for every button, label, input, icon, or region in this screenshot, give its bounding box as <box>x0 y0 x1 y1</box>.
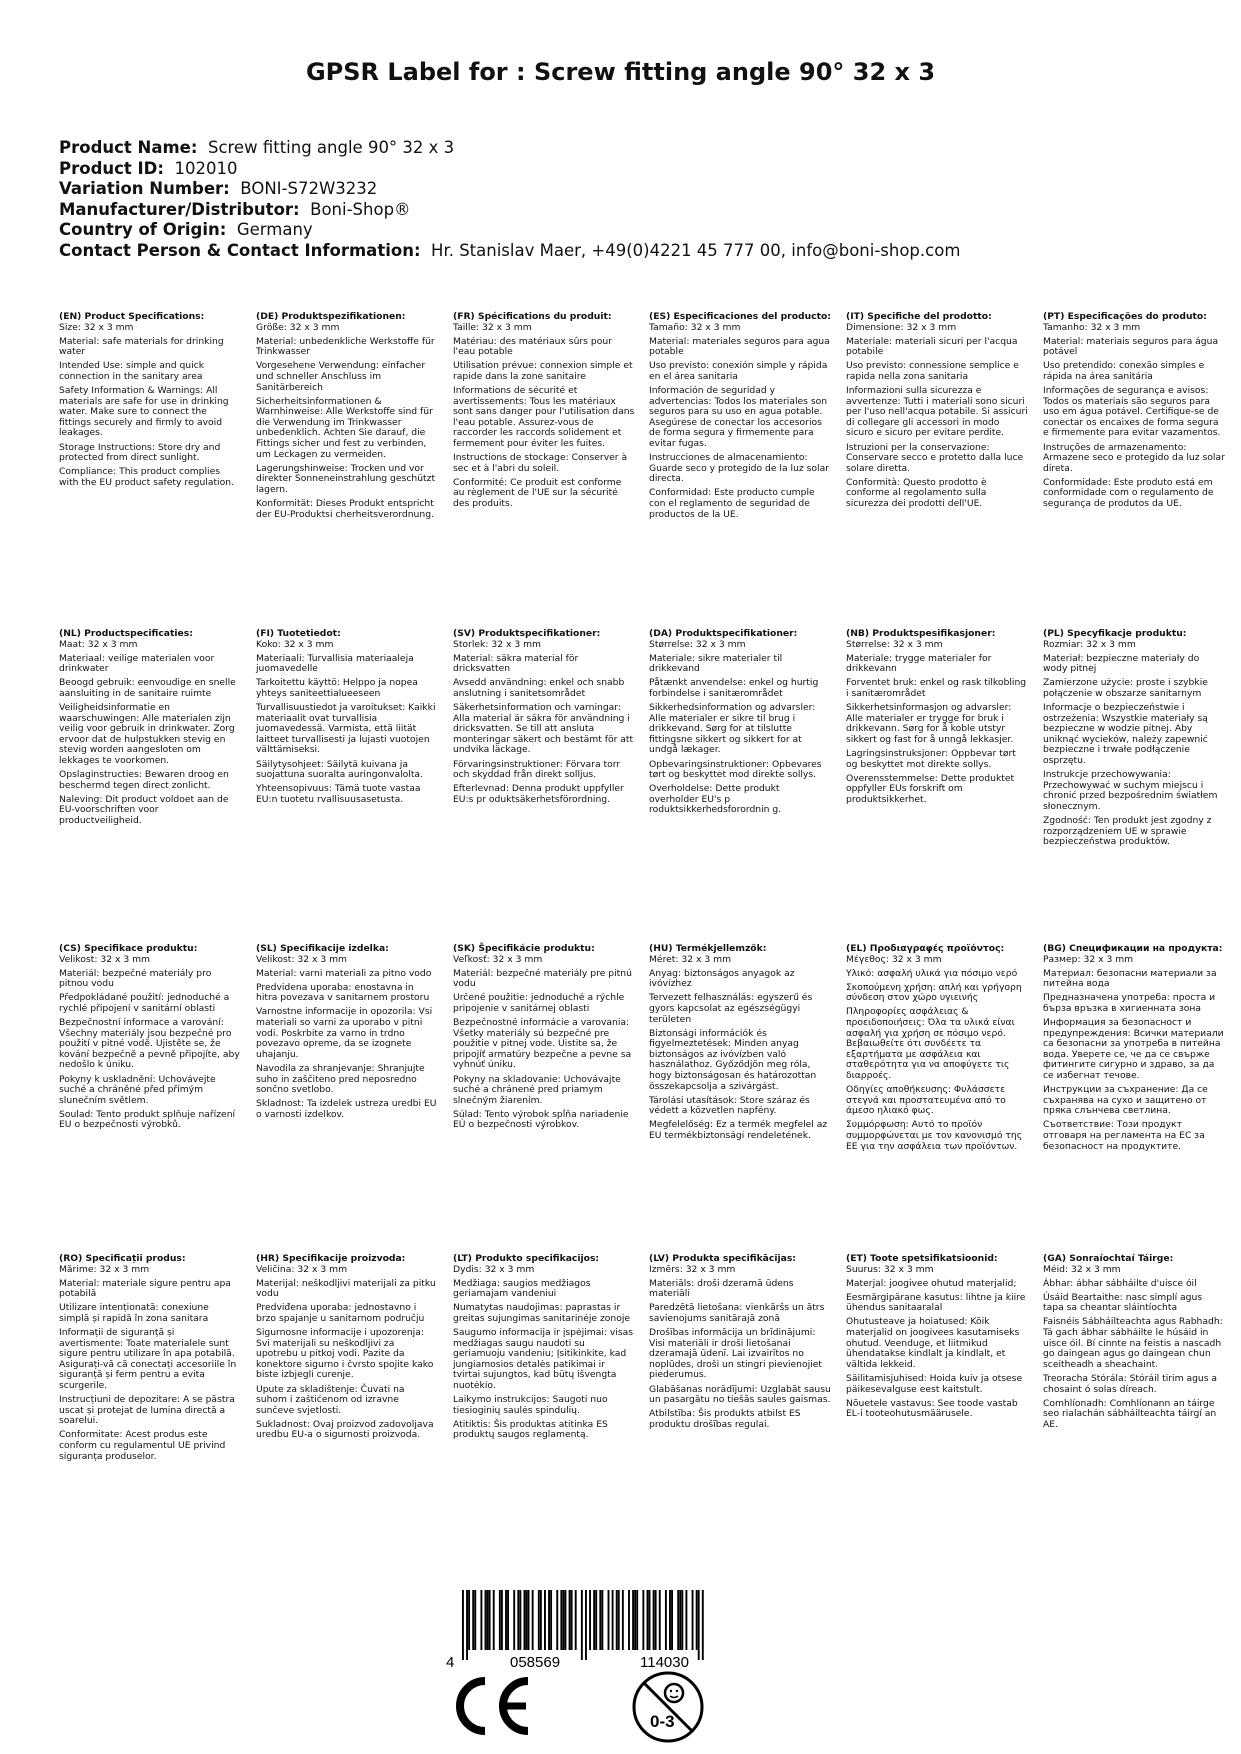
spec-line: Určené použitie: jednoduché a rýchle pripojenie v sanitárnej oblasti <box>453 992 625 1014</box>
spec-line: Materjal: joogivee ohutud materjalid; <box>846 1277 1017 1289</box>
spec-block <box>649 1254 831 1434</box>
barcode-bar <box>622 1590 624 1650</box>
ean-barcode <box>440 1590 720 1670</box>
spec-block-heading: (PL) Specyfikacje produktu: <box>1043 628 1187 639</box>
spec-line: Taille: 32 x 3 mm <box>453 321 532 333</box>
spec-line: Předpokládané použití: jednoduché a rychlé připojení v sanitární oblasti <box>59 992 230 1014</box>
spec-block-heading: (BG) Спецификации на продукта: <box>1043 943 1223 954</box>
spec-line: Materiál: bezpečné materiály pre pitnú vodu <box>453 967 632 990</box>
spec-line: Overholdelse: Dette produkt overholder EU's p roduktsikkerhedsforordnin g. <box>649 783 782 816</box>
spec-line: Instrucciones de almacenamiento: Guarde seco y protegido de la luz solar directa. <box>649 452 830 485</box>
spec-block-heading: (HU) Termékjellemzők: <box>649 943 767 954</box>
barcode-bar <box>562 1590 564 1650</box>
spec-line: Yhteensopivuus: Tämä tuote vastaa EU:n tuotetu rvallisuusasetusta. <box>256 783 421 805</box>
spec-line: Μέγεθος: 32 x 3 mm <box>846 953 942 965</box>
spec-block <box>256 312 438 524</box>
spec-line: Säkerhetsinformation och varningar: Alla material är säkra för användning i dricksvatten. Se till att ansluta monteringar säkert och bestämt för att undvika läckage. <box>453 702 634 756</box>
spec-block <box>59 629 241 830</box>
barcode-bar <box>601 1590 603 1650</box>
spec-line: Utilizare intenționată: conexiune simplă și rapidă în zona sanitara <box>59 1302 209 1324</box>
spec-line: Tamaño: 32 x 3 mm <box>649 321 741 333</box>
barcode-bar <box>589 1590 591 1650</box>
spec-line: Veličina: 32 x 3 mm <box>256 1263 348 1275</box>
barcode-bar <box>499 1590 501 1650</box>
spec-line: Koko: 32 x 3 mm <box>256 638 334 650</box>
spec-block <box>649 312 831 524</box>
barcode-bar <box>501 1590 503 1650</box>
info-row-origin: Country of Origin: Germany <box>59 220 313 239</box>
spec-line: Förvaringsinstruktioner: Förvara torr och skyddad från direkt solljus. <box>453 758 621 781</box>
spec-line: Sukladnost: Ovaj proizvod zadovoljava uredbu EU-a o sigurnosti proizvoda. <box>256 1418 434 1441</box>
spec-block <box>1043 944 1225 1156</box>
spec-line: Overensstemmelse: Dette produktet oppfyller EUs forskrift om produktsikkerhet. <box>846 772 1015 805</box>
spec-line: Predvidena uporaba: enostavna in hitra povezava v sanitarnem prostoru <box>256 981 430 1004</box>
spec-line: Efterlevnad: Denna produkt uppfyller EU:s pr oduktsäkerhetsförordning. <box>453 783 624 805</box>
spec-line: Materiale: materiali sicuri per l'acqua potabile <box>846 335 1018 358</box>
spec-line: Méid: 32 x 3 mm <box>1043 1263 1121 1275</box>
spec-line: Säilytysohjeet: Säilytä kuivana ja suojattuna suoralta auringonvalolta. <box>256 758 423 781</box>
spec-block-heading: (LT) Produkto specifikacijos: <box>453 1253 600 1264</box>
barcode-bar <box>632 1590 634 1650</box>
spec-block-heading: (PT) Especificações do produto: <box>1043 311 1207 322</box>
spec-block <box>1043 1254 1225 1434</box>
spec-line: Naleving: Dit product voldoet aan de EU-voorschriften voor productveiligheid. <box>59 793 229 826</box>
barcode-bar <box>532 1590 534 1650</box>
spec-line: Materiál: bezpečné materiály pro pitnou vodu <box>59 967 212 990</box>
barcode-bar <box>544 1590 546 1650</box>
spec-line: Mărime: 32 x 3 mm <box>59 1263 150 1275</box>
barcode-bar <box>671 1590 673 1650</box>
barcode-bar <box>685 1590 687 1650</box>
barcode-bar <box>581 1590 583 1660</box>
spec-line: Materiāls: droši dzeramā ūdens materiāli <box>649 1277 794 1300</box>
spec-line: Atitiktis: Šis produktas atitinka ES produktų saugos reglamentą. <box>453 1418 608 1441</box>
barcode-bar <box>642 1590 644 1650</box>
spec-line: Storlek: 32 x 3 mm <box>453 638 542 650</box>
spec-block-heading: (LV) Produkta specifikācijas: <box>649 1253 796 1264</box>
barcode-bar <box>618 1590 620 1650</box>
barcode-bar <box>468 1590 470 1650</box>
barcode-bar <box>634 1590 636 1650</box>
spec-line: Bezpečnostní informace a varování: Všechny materiály jsou bezpečné pro použití v pitné vodě. Ujistěte se, že kování bezpečně a pevně připojíte, aby nedošlo k úniku. <box>59 1017 240 1071</box>
spec-line: Material: materiale sigure pentru apa potabilă <box>59 1277 231 1300</box>
spec-line: Ábhar: ábhar sábháilte d'uisce óil <box>1043 1277 1197 1289</box>
spec-line: Medžiaga: saugios medžiagos geriamajam vandeniui <box>453 1277 591 1300</box>
spec-line: Velikost: 32 x 3 mm <box>59 953 150 965</box>
spec-block <box>846 1254 1028 1423</box>
spec-line: Soulad: Tento produkt splňuje nařízení EU o bezpečnosti výrobků. <box>59 1108 236 1131</box>
spec-line: Material: safe materials for drinking water <box>59 335 224 358</box>
spec-block <box>256 1254 438 1445</box>
spec-line: Navodila za shranjevanje: Shranjujte suho in zaščiteno pred neposredno sončno svetlobo. <box>256 1062 425 1096</box>
spec-line: Zgodność: Ten produkt jest zgodny z rozporządzeniem UE w sprawie bezpieczeństwa produktów. <box>1043 815 1212 848</box>
barcode-lead-digit: 4 <box>446 1654 455 1670</box>
spec-line: Istruzioni per la conservazione: Conservare secco e protetto dalla luce solare diretta. <box>846 441 1024 474</box>
barcode-bar <box>696 1590 698 1650</box>
spec-block <box>453 1254 635 1445</box>
barcode-bar <box>692 1590 694 1650</box>
spec-line: Turvallisuustiedot ja varoitukset: Kaikki materiaalit ovat turvallisia juomavedessä. Varmista, että liität laitteet turvallisesti ja lujasti vuotojen välttämiseksi. <box>256 702 436 756</box>
barcode-bar <box>669 1590 671 1650</box>
barcode-bar <box>647 1590 649 1650</box>
barcode-bar <box>571 1590 573 1650</box>
spec-line: Informații de siguranță și avertismente: Toate materialele sunt sigure pentru utilizare în apa potabilă. Asigurați-vă că conectați accesoriile în siguranță și ferm pentru a evita scurgerile. <box>59 1327 237 1392</box>
spec-line: Safety Information & Warnings: All materials are safe for use in drinking water. Make sure to connect the fittings securely and firmly to avoid leakages. <box>59 385 229 439</box>
barcode-bar <box>550 1590 552 1650</box>
spec-line: Предназначена употреба: проста и бърза връзка в хигиенната зона <box>1043 992 1216 1014</box>
barcode-bar <box>560 1590 562 1650</box>
spec-block-heading: (RO) Specificații produs: <box>59 1253 186 1264</box>
spec-line: Tárolási utasítások: Store száraz és védett a közvetlen napfény. <box>649 1094 810 1117</box>
spec-line: Informações de segurança e avisos: Todos os materiais são seguros para uso em água potável. Certifique-se de conectar os encaixes de forma segura e firmemente para evitar vazamentos. <box>1043 385 1221 439</box>
spec-line: Οδηγίες αποθήκευσης: Φυλάσσετε στεγνά και προστατευμένα από το άμεσο ηλιακό φως. <box>846 1084 1006 1117</box>
barcode-bar <box>480 1590 482 1650</box>
barcode-bar <box>540 1590 542 1650</box>
ce-mark-icon <box>454 1675 534 1737</box>
spec-line: Instrukcje przechowywania: Przechowywać w suchym miejscu i chronić przed bezpośrednim światłem słonecznym. <box>1043 769 1218 812</box>
spec-line: Säilitamisjuhised: Hoida kuiv ja otsese päikesevalguse eest kaitstult. <box>846 1372 1023 1395</box>
barcode-bar <box>548 1590 550 1650</box>
spec-line: Storage Instructions: Store dry and protected from direct sunlight. <box>59 441 221 464</box>
spec-line: Größe: 32 x 3 mm <box>256 321 340 333</box>
barcode-bar <box>665 1590 667 1650</box>
spec-block-heading: (DE) Produktspezifikationen: <box>256 311 406 322</box>
spec-line: Lagringsinstruksjoner: Oppbevar tørt og beskyttet mot direkte sollys. <box>846 747 1016 770</box>
barcode-bar <box>485 1590 487 1650</box>
barcode-bar <box>659 1590 661 1650</box>
spec-line: Avsedd användning: enkel och snabb anslutning i sanitetsområdet <box>453 677 625 699</box>
spec-line: Informacje o bezpieczeństwie i ostrzeżenia: Wszystkie materiały są bezpieczne w wodzie pitnej. Aby uniknąć wycieków, należy zapewnić bezpieczne i trwałe podłączenie osprzętu. <box>1043 702 1208 767</box>
barcode-bar <box>474 1590 476 1650</box>
spec-line: Tamanho: 32 x 3 mm <box>1043 321 1141 333</box>
spec-line: Pokyny na skladovanie: Uchovávajte suché a chránené pred priamym slnečným žiarením. <box>453 1073 621 1106</box>
spec-line: Uso pretendido: conexão simples e rápida na área sanitária <box>1043 360 1205 382</box>
spec-line: Material: varni materiali za pitno vodo <box>256 967 432 979</box>
spec-block <box>453 629 635 809</box>
spec-line: Varnostne informacije in opozorila: Vsi materiali so varni za uporabo v pitni vodi. Poskrbite za varno in trdno povezavo opreme, da se izognete uhajanju. <box>256 1006 433 1060</box>
spec-line: Conformità: Questo prodotto è conforme al regolamento sulla sicurezza dei prodotti dell'UE. <box>846 476 987 509</box>
spec-line: Skladnost: Ta izdelek ustreza uredbi EU o varnosti izdelkov. <box>256 1098 437 1120</box>
spec-block-heading: (SK) Špecifikácie produktu: <box>453 943 595 954</box>
barcode-bar <box>677 1590 679 1650</box>
spec-line: Anyag: biztonságos anyagok az ivóvízhez <box>649 967 795 990</box>
spec-block <box>256 944 438 1124</box>
spec-line: Utilisation prévue: connexion simple et rapide dans la zone sanitaire <box>453 360 633 382</box>
spec-line: Drošības informācija un brīdinājumi: Visi materiāli ir droši lietošanai dzeramajā ūdenī. Lai izvairītos no noplūdes, droši un stingri pievienojiet piederumus. <box>649 1327 822 1381</box>
barcode-bar <box>616 1590 618 1650</box>
spec-line: Material: säkra material för dricksvatten <box>453 652 579 675</box>
barcode-group-1: 058569 <box>510 1654 561 1670</box>
spec-line: Vorgesehene Verwendung: einfacher und schneller Anschluss im Sanitärbereich <box>256 360 426 393</box>
barcode-bar <box>575 1590 577 1650</box>
spec-line: Ohutusteave ja hoiatused: Kõik materjalid on joogivees kasutamiseks ohutud. Veenduge, et liitmikud ühendatakse kindlalt ja kindlalt, et vältida lekkeid. <box>846 1316 1020 1370</box>
spec-line: Uso previsto: connessione semplice e rapida nella zona sanitaria <box>846 360 1019 382</box>
info-row-manufacturer: Manufacturer/Distributor: Boni-Shop® <box>59 199 411 219</box>
barcode-bar <box>702 1590 704 1660</box>
spec-line: Dimensione: 32 x 3 mm <box>846 321 957 333</box>
spec-line: Conformitate: Acest produs este conform cu regulamentul UE privind siguranța produselor. <box>59 1429 226 1462</box>
spec-line: Conformité: Ce produit est conforme au règlement de l'UE sur la sécurité des produits. <box>453 476 622 509</box>
spec-block-heading: (SV) Produktspecifikationer: <box>453 628 601 639</box>
spec-line: Съответствие: Този продукт отговаря на регламента на ЕС за безопасност на продуктите. <box>1043 1119 1205 1152</box>
spec-line: Laikymo instrukcijos: Saugoti nuo tiesioginių saulės spindulių. <box>453 1394 608 1416</box>
spec-line: Tarkoitettu käyttö: Helppo ja nopea yhteys saniteettialueeseen <box>256 677 418 699</box>
spec-line: Úsáid Beartaithe: nasc simplí agus tapa sa cheantar sláintíochta <box>1043 1291 1203 1314</box>
spec-line: Información de seguridad y advertencias: Todos los materiales son seguros para su uso en agua potable. Asegúrese de conectar los accesorios de forma segura y firmemente para evitar fugas. <box>649 385 828 450</box>
spec-line: Eesmärgipärane kasutus: lihtne ja kiire ühendus sanitaaralal <box>846 1291 1026 1314</box>
barcode-bar <box>519 1590 521 1650</box>
spec-block-heading: (NB) Produktspesifikasjoner: <box>846 628 996 639</box>
spec-block <box>846 629 1028 809</box>
spec-line: Instruções de armazenamento: Armazene seco e protegido da luz solar direta. <box>1043 441 1225 474</box>
spec-block <box>649 944 831 1145</box>
barcode-bar <box>487 1590 489 1650</box>
barcode-bar <box>599 1590 601 1650</box>
spec-line: Информация за безопасност и предупреждения: Всички материали са безопасни за употреба в питейна вода. Уверете се, че да се свърже фитингите сигурно и здраво, за да се избегнат течове. <box>1043 1017 1224 1082</box>
barcode-bar <box>679 1590 681 1650</box>
barcode-bar <box>698 1590 700 1660</box>
spec-line: Dydis: 32 x 3 mm <box>453 1263 535 1275</box>
spec-line: Инструкции за съхранение: Да се съхранява на сухо и защитено от пряка слънчева светлина. <box>1043 1084 1208 1117</box>
spec-block <box>59 944 241 1135</box>
spec-block <box>846 312 1028 513</box>
spec-line: Συμμόρφωση: Αυτό το προϊόν συμμορφώνεται με τον κανονισμό της ΕΕ για την ασφάλεια των προϊόντων. <box>846 1119 1023 1152</box>
spec-block-heading: (IT) Specifiche del prodotto: <box>846 311 992 322</box>
spec-block <box>59 312 241 492</box>
spec-block <box>453 944 635 1135</box>
spec-line: Súlad: Tento výrobok spĺňa nariadenie EÚ o bezpečnosti výrobkov. <box>453 1108 629 1131</box>
spec-block-heading: (GA) Sonraíochtaí Táirge: <box>1043 1253 1174 1264</box>
spec-line: Saugumo informacija ir įspėjimai: visas medžiagas saugu naudoti su geriamuoju vandeniu; Įsitikinkite, kad jungiamosios detalės patikimai ir tvirtai sujungtos, kad būtų išvengta nuotėkio. <box>453 1327 634 1392</box>
spec-block-heading: (ET) Toote spetsifikatsioonid: <box>846 1253 998 1264</box>
spec-line: Materiał: bezpieczne materiały do wody pitnej <box>1043 652 1200 675</box>
spec-line: Comhlíonadh: Comhlíonann an táirge seo rialachán sábháilteachta táirgí an AE. <box>1043 1397 1217 1430</box>
spec-line: Bezpečnostné informácie a varovania: Všetky materiály sú bezpečné pre použitie v pitnej vode. Uistite sa, že pripojíť armatúry bezpečne a pevne sa vyhnúť úniku. <box>453 1017 632 1071</box>
barcode-bar <box>608 1590 610 1650</box>
spec-block-heading: (FR) Spécifications du produit: <box>453 311 612 322</box>
spec-line: Conformidad: Este producto cumple con el reglamento de seguridad de productos de la UE. <box>649 487 815 520</box>
barcode-group-2: 114030 <box>640 1654 689 1670</box>
barcode-bar <box>513 1590 515 1650</box>
barcode-bar <box>585 1590 587 1660</box>
spec-line: Faisnéis Sábháilteachta agus Rabhadh: Tá gach ábhar sábháilte le húsáid in uisce óil. Bí cinnte na feistis a nascadh go daingean agus go daingean chun sceitheadh a sheachaint. <box>1043 1316 1223 1370</box>
spec-line: Materiale: trygge materialer for drikkevann <box>846 652 992 675</box>
spec-line: Materiaal: veilige materialen voor drinkwater <box>59 652 215 675</box>
barcode-bar <box>489 1590 491 1650</box>
barcode-bar <box>628 1590 630 1650</box>
spec-line: Informations de sécurité et avertissements: Tous les matériaux sont sans danger pour l'utilisation dans l'eau potable. Assurez-vous de raccorder les raccords solidement et fermement pour éviter les fuites. <box>453 385 635 450</box>
spec-line: Predviđena uporaba: jednostavno i brzo spajanje u sanitarnom području <box>256 1302 425 1324</box>
barcode-bars <box>462 1590 704 1660</box>
spec-block <box>1043 312 1225 513</box>
spec-block-heading: (DA) Produktspecifikationer: <box>649 628 798 639</box>
spec-block-heading: (SL) Specifikacije izdelka: <box>256 943 389 954</box>
spec-line: Conformidade: Este produto está em conformidade com o regulamento de segurança de produtos da UE. <box>1043 476 1214 509</box>
spec-line: Uso previsto: conexión simple y rápida en el área sanitaria <box>649 360 828 382</box>
barcode-bar <box>524 1590 526 1650</box>
spec-line: Материал: безопасни материали за питейна вода <box>1043 967 1217 990</box>
spec-line: Sikkerhedsinformation og advarsler: Alle materialer er sikre til brug i drikkevand. Sørg for at tilslutte fittingsne sikkert og sikkert for at undgå lækager. <box>649 702 816 756</box>
spec-line: Tervezett felhasználás: egyszerű és gyors kapcsolat az egészségügyi területen <box>649 992 813 1025</box>
spec-line: Sicherheitsinformationen & Warnhinweise: Alle Werkstoffe sind für die Verwendung im Trinkwasser unbedenklich. Achten Sie darauf, die Fittings sicher und fest zu verbinden, um Leckagen zu vermeiden. <box>256 395 433 460</box>
spec-line: Υλικό: ασφαλή υλικά για πόσιμο νερό <box>846 967 1018 979</box>
barcode-bar <box>612 1590 614 1650</box>
spec-line: Materiale: sikre materialer til drikkevand <box>649 652 783 675</box>
barcode-bar <box>595 1590 597 1650</box>
spec-line: Veľkosť: 32 x 3 mm <box>453 953 543 965</box>
spec-line: Suurus: 32 x 3 mm <box>846 1263 934 1275</box>
spec-block <box>649 629 831 820</box>
barcode-bar <box>655 1590 657 1650</box>
info-row-variation: Variation Number: BONI-S72W3232 <box>59 179 378 198</box>
spec-line: Materiaali: Turvallisia materiaaleja juomavedelle <box>256 652 414 675</box>
spec-block-heading: (NL) Productspecificaties: <box>59 628 193 639</box>
spec-line: Konformität: Dieses Produkt entspricht der EU-Produktsi cherheitsverordnung. <box>256 498 434 520</box>
spec-line: Zamierzone użycie: proste i szybkie połączenie w obszarze sanitarnym <box>1043 677 1208 699</box>
spec-line: Materijal: neškodljivi materijali za pitku vodu <box>256 1277 436 1300</box>
spec-block <box>1043 629 1225 851</box>
spec-block-heading: (CS) Specifikace produktu: <box>59 943 198 954</box>
spec-line: Atbilstība: Šis produkts atbilst ES produktu drošības regulai. <box>649 1408 801 1430</box>
info-row-product-name: Product Name: Screw fitting angle 90° 32 x 3 <box>59 138 455 157</box>
spec-line: Izmērs: 32 x 3 mm <box>649 1263 736 1275</box>
barcode-bar <box>472 1590 474 1650</box>
spec-line: Material: materiais seguros para água potável <box>1043 335 1219 358</box>
spec-block-heading: (FI) Tuotetiedot: <box>256 628 341 639</box>
spec-block-heading: (HR) Specifikacije proizvoda: <box>256 1253 406 1264</box>
spec-line: Rozmiar: 32 x 3 mm <box>1043 638 1136 650</box>
spec-line: Opbevaringsinstruktioner: Opbevares tørt og beskyttet mod direkte sollys. <box>649 758 822 781</box>
barcode-bar <box>569 1590 571 1650</box>
spec-line: Biztonsági információk és figyelmeztetések: Minden anyag biztonságos az ivóvízben való használathoz. Győződjön meg róla, hogy biztonságosan és határozottan összekapcsolja a szivárgást. <box>649 1027 817 1092</box>
barcode-bar <box>593 1590 595 1650</box>
spec-line: Intended Use: simple and quick connection in the sanitary area <box>59 360 205 382</box>
barcode-bar <box>556 1590 558 1650</box>
barcode-bar <box>507 1590 509 1650</box>
spec-line: Lagerungshinweise: Trocken und vor direkter Sonneneinstrahlung geschützt lagern. <box>256 462 436 495</box>
spec-line: Upute za skladištenje: Čuvati na suhom i zaštićenom od izravne sunčeve svjetlosti. <box>256 1383 405 1416</box>
barcode-bar <box>526 1590 528 1650</box>
spec-line: Pokyny k uskladnění: Uchovávejte suché a chráněné před přímým slunečním světlem. <box>59 1073 216 1106</box>
product-info <box>59 138 960 261</box>
spec-line: Forventet bruk: enkel og rask tilkobling i sanitærområdet <box>846 677 1027 699</box>
spec-line: Размер: 32 x 3 mm <box>1043 953 1134 965</box>
spec-block <box>453 312 635 513</box>
spec-line: Size: 32 x 3 mm <box>59 321 134 333</box>
barcode-bar <box>649 1590 651 1650</box>
spec-line: Størrelse: 32 x 3 mm <box>846 638 943 650</box>
spec-block <box>256 629 438 809</box>
barcode-bar <box>528 1590 530 1650</box>
barcode-bar <box>517 1590 519 1650</box>
spec-line: Treoracha Stórála: Stóráil tirim agus a chosaint ó solas díreach. <box>1043 1372 1218 1395</box>
spec-line: Paredzētā lietošana: vienkāršs un ātrs savienojums sanitārajā zonā <box>649 1302 825 1324</box>
not-for-children-0-3-icon <box>630 1669 706 1745</box>
spec-line: Megfelelőség: Ez a termék megfelel az EU termékbiztonsági rendeletének. <box>649 1119 828 1141</box>
spec-line: Numatytas naudojimas: paprastas ir greitas sujungimas sanitarinėje zonoje <box>453 1302 631 1324</box>
barcode-bar <box>636 1590 638 1650</box>
spec-line: Méret: 32 x 3 mm <box>649 953 732 965</box>
spec-line: Glabāšanas norādījumi: Uzglabāt sausu un pasargātu no tiešās saules gaismas. <box>649 1383 831 1406</box>
spec-line: Nõuetele vastavus: See toode vastab EL-i tooteohutusmäärusele. <box>846 1397 1018 1420</box>
info-row-contact: Contact Person & Contact Information: Hr. Stanislav Maer, +49(0)4221 45 777 00, info@boni-shop.com <box>59 240 961 260</box>
barcode-bar <box>462 1590 464 1660</box>
barcode-bar <box>565 1590 567 1650</box>
spec-line: Instructions de stockage: Conserver à sec et à l'abri du soleil. <box>453 452 628 474</box>
spec-block <box>59 1254 241 1466</box>
spec-line: Størrelse: 32 x 3 mm <box>649 638 746 650</box>
spec-block <box>846 944 1028 1156</box>
spec-line: Sikkerhetsinformasjon og advarsler: Alle materialer er trygge for bruk i drikkevann. Sørg for å koble utstyr sikkert og fast for å unngå lekkasjer. <box>846 702 1014 745</box>
page-title: GPSR Label for : Screw fitting angle 90° 32 x 3 <box>305 58 936 86</box>
spec-line: Påtænkt anvendelse: enkel og hurtig forbindelse i sanitærområdet <box>649 677 819 699</box>
spec-block-heading: (EN) Product Specifications: <box>59 311 205 322</box>
age-label: 0-3 <box>650 1712 675 1731</box>
spec-block-heading: (ES) Especificaciones del producto: <box>649 311 831 322</box>
spec-line: Sigurnosne informacije i upozorenja: Svi materijali su neškodljivi za upotrebu u pitkoj vodi. Pazite da konektore sigurno i čvrsto spojite kako biste izbjegli curenje. <box>256 1327 434 1381</box>
barcode-bar <box>466 1590 468 1660</box>
spec-line: Material: materiales seguros para agua potable <box>649 335 830 358</box>
spec-line: Informazioni sulla sicurezza e avvertenze: Tutti i materiali sono sicuri per l'uso nell'acqua potabile. Si assicuri di collegare gli accessori in modo sicuro e sicuro per evitare perdite. <box>846 385 1028 439</box>
spec-line: Veiligheidsinformatie en waarschuwingen: Alle materialen zijn veilig voor gebruik in drinkwater. Zorg ervoor dat de hulpstukken stevig en stevig worden aangesloten om lekkages te voorkomen. <box>59 702 235 767</box>
spec-line: Σκοπούμενη χρήση: απλή και γρήγορη σύνδεση στον χώρο υγιεινής <box>846 981 1022 1004</box>
barcode-bar <box>538 1590 540 1650</box>
spec-line: Compliance: This product complies with the EU product safety regulation. <box>59 466 234 488</box>
info-row-product-id: Product ID: 102010 <box>59 158 238 178</box>
spec-line: Opslaginstructies: Bewaren droog en beschermd tegen direct zonlicht. <box>59 769 229 791</box>
barcode-bar <box>653 1590 655 1650</box>
barcode-bar <box>681 1590 683 1650</box>
spec-line: Material: unbedenkliche Werkstoffe für Trinkwasser <box>256 335 435 358</box>
spec-line: Πληροφορίες ασφάλειας & προειδοποιήσεις: Όλα τα υλικά είναι ασφαλή για χρήση σε πόσιμο νερό. Βεβαιωθείτε ότι συνδέετε τα εξαρτήματα με ασφάλεια και σταθερότητα για να αποφύγετε τις διαρροές. <box>846 1006 1015 1082</box>
spec-line: Velikost: 32 x 3 mm <box>256 953 347 965</box>
spec-line: Beoogd gebruik: eenvoudige en snelle aansluiting in de sanitaire ruimte <box>59 677 236 699</box>
barcode-bar <box>493 1590 495 1650</box>
spec-line: Maat: 32 x 3 mm <box>59 638 138 650</box>
spec-line: Matériau: des matériaux sûrs pour l'eau potable <box>453 335 612 358</box>
barcode-bar <box>505 1590 507 1650</box>
spec-line: Instrucțiuni de depozitare: A se păstra uscat și protejat de lumina directă a soarelui. <box>59 1394 235 1427</box>
spec-block-heading: (EL) Προδιαγραφές προϊόντος: <box>846 943 1005 954</box>
